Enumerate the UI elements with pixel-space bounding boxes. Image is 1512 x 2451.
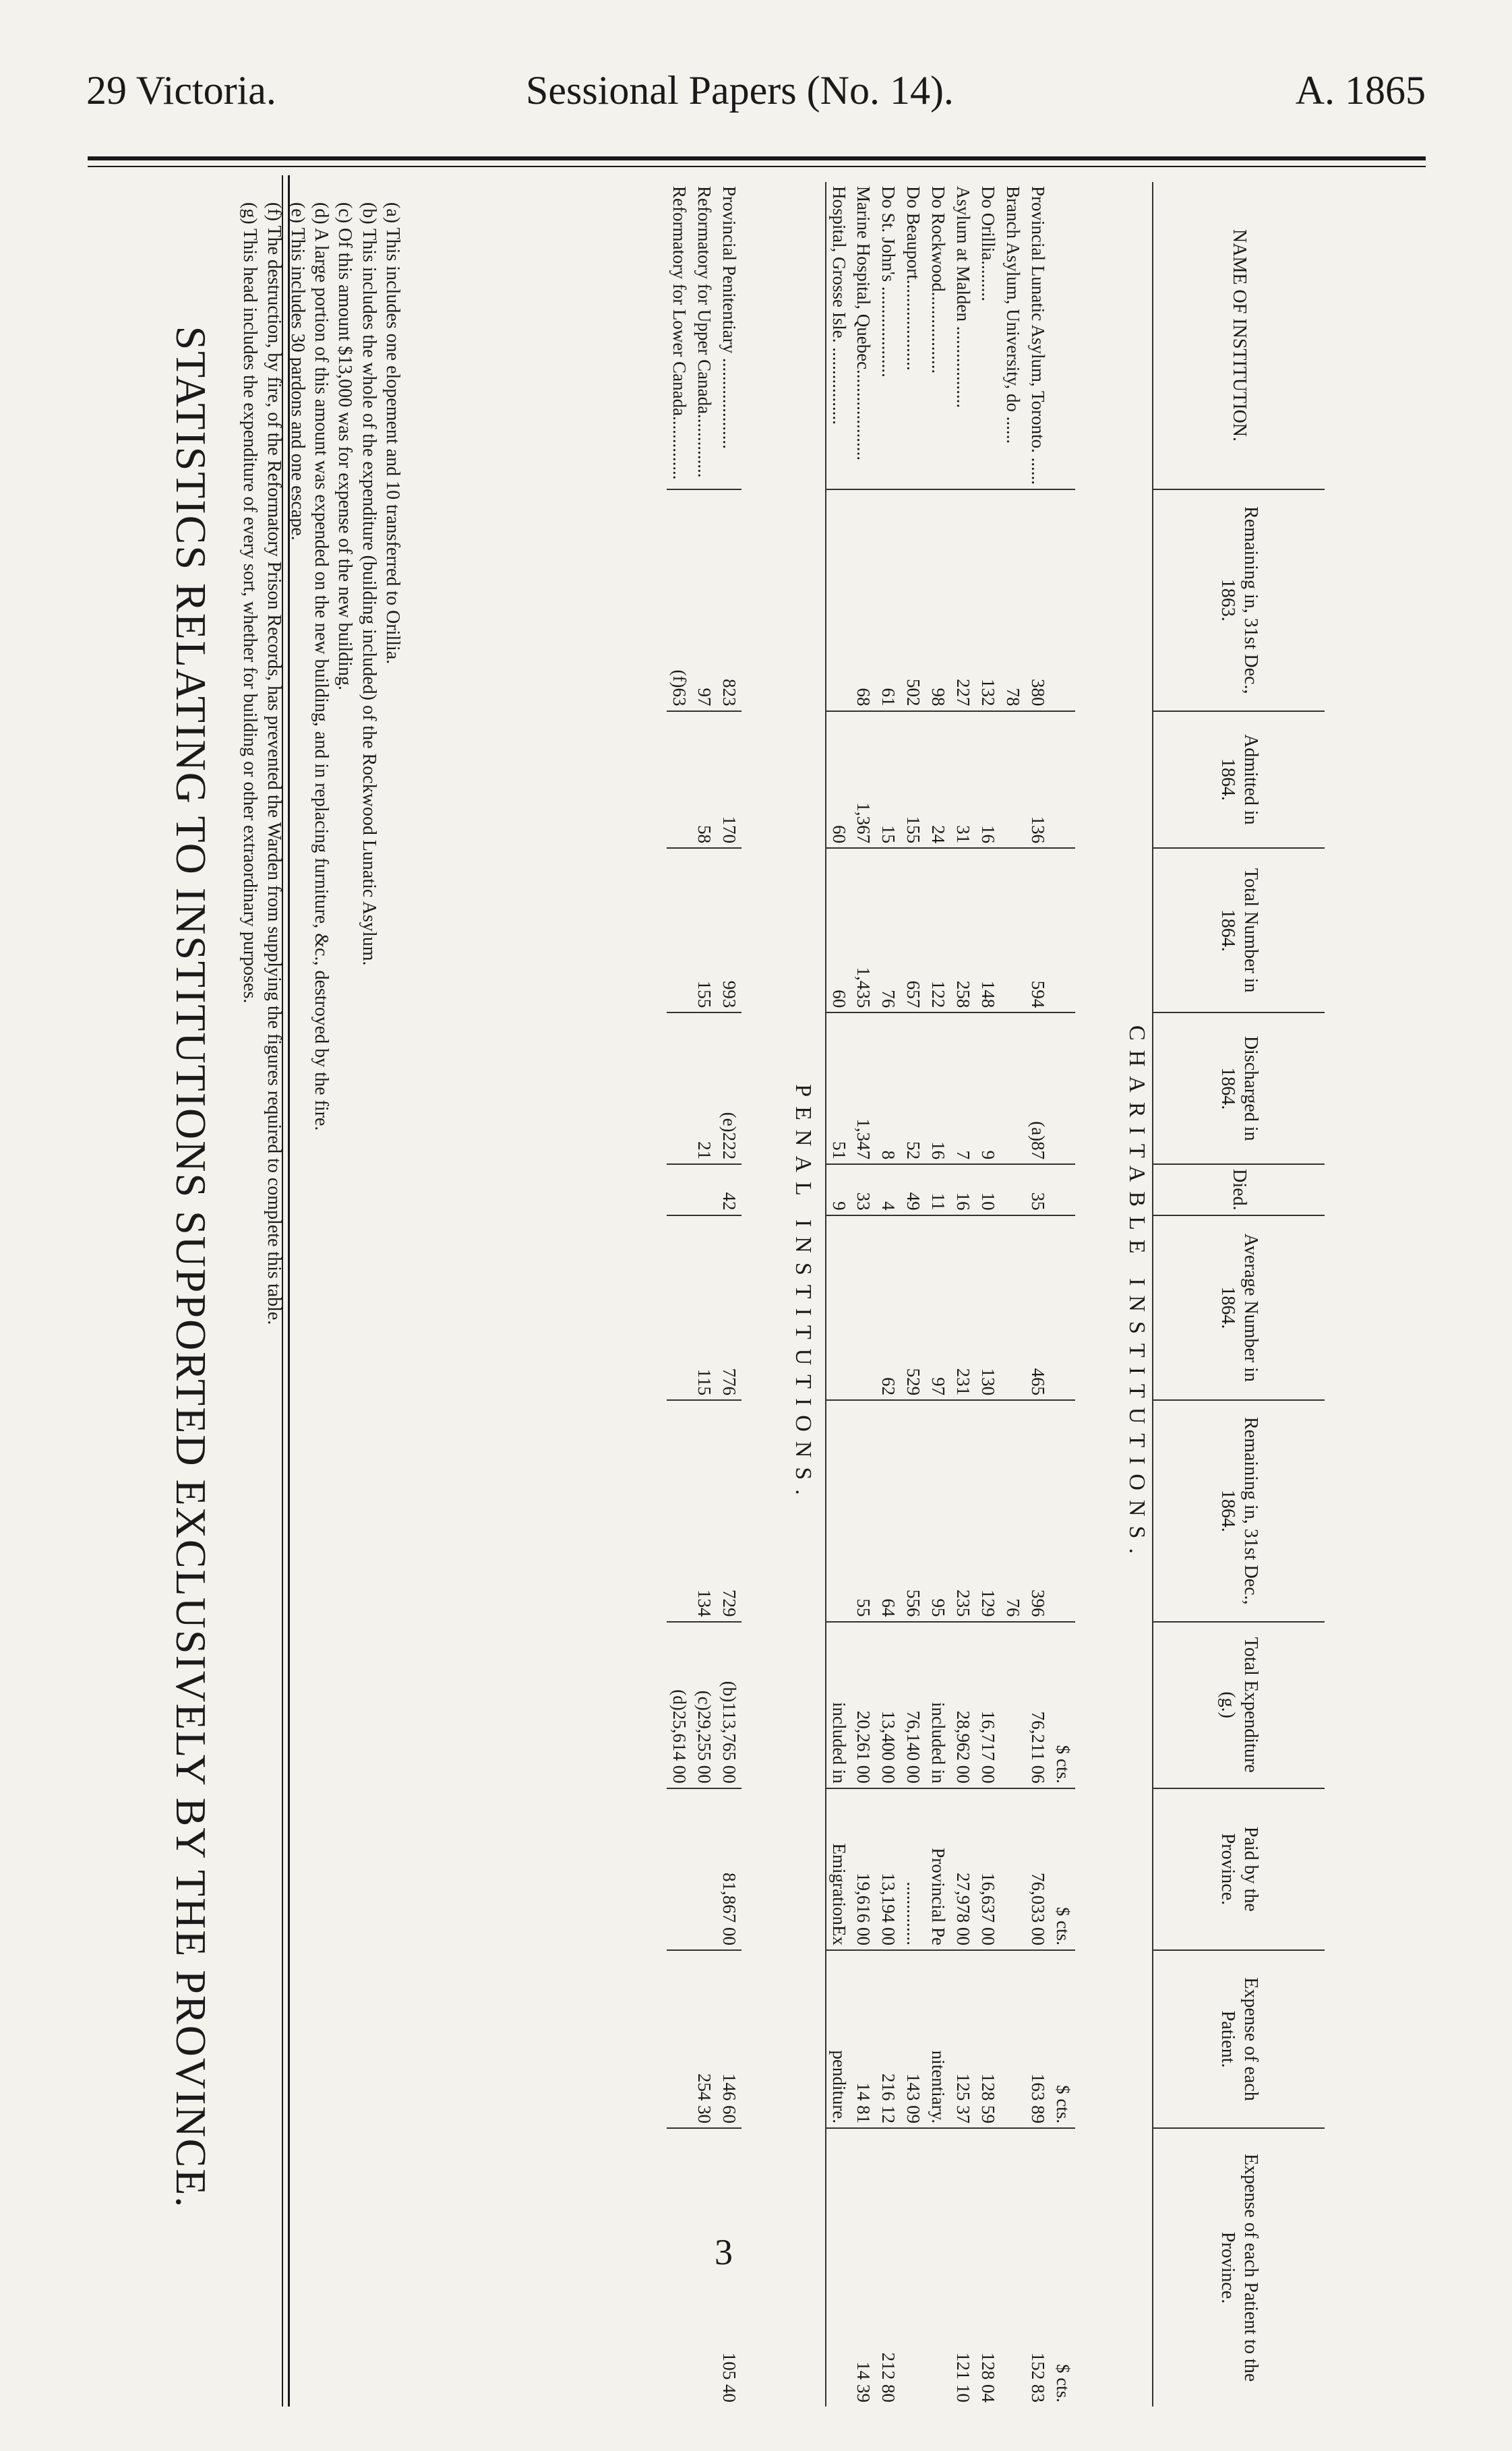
table-cell: 8 xyxy=(876,1012,901,1164)
unit-cell: $ cts. xyxy=(1050,1788,1075,1950)
table-cell: 95 xyxy=(926,1400,950,1621)
institution-name: Provincial Penitentiary .................... xyxy=(719,186,739,449)
table-cell: 24 xyxy=(926,711,950,849)
table-cell: 55 xyxy=(851,1400,876,1621)
table-cell xyxy=(667,711,692,849)
unit-cell xyxy=(1050,1164,1075,1215)
table-cell: penditure. xyxy=(826,1950,851,2128)
table-cell: 16 xyxy=(926,1012,950,1164)
table-row xyxy=(826,182,851,2407)
table-cell: (e)222 xyxy=(717,1012,742,1164)
table-cell: (c)29,255 00 xyxy=(692,1622,717,1788)
table-cell xyxy=(692,1164,717,1215)
table-cell: 258 xyxy=(950,848,975,1012)
table-cell: 49 xyxy=(901,1164,926,1215)
footnotes xyxy=(238,202,404,2400)
table-cell xyxy=(692,1788,717,1950)
table-cell: 97 xyxy=(926,1215,950,1401)
section-heading-row xyxy=(742,182,818,2407)
unit-cell xyxy=(1050,1400,1075,1621)
table-cell xyxy=(1000,1950,1025,2128)
institution-name: Provincial Lunatic Asylum, Toronto. ...... xyxy=(1028,186,1049,485)
section-separator xyxy=(818,182,826,2407)
institution-name: Branch Asylum, University, do ...... xyxy=(1003,186,1024,444)
table-row xyxy=(901,182,926,2407)
column-header: Paid by the Province. xyxy=(1153,1788,1325,1950)
institution-name: Marine Hospital, Quebec.................... xyxy=(853,186,874,461)
footnote: (f) The destruction, by fire, of the Reformatory Prison Records, has prevented the Warden from supplying the figures required to complete this table. xyxy=(263,202,284,1325)
table-cell: Provincial Pe xyxy=(926,1788,950,1950)
institution-name: Hospital, Grosse Isle. ................. xyxy=(828,186,849,425)
table-cell: 155 xyxy=(901,711,926,849)
table-cell: 61 xyxy=(876,489,901,710)
table-cell: 16,717 00 xyxy=(975,1622,1000,1788)
footnote: (b) This includes the whole of the expenditure (building included) of the Rockwood Lunatic Asylum. xyxy=(358,202,380,966)
unit-cell xyxy=(1050,1012,1075,1164)
table-cell: 128 04 xyxy=(975,2128,1000,2407)
table-cell xyxy=(667,1164,692,1215)
institution-name: Do Orillia......... xyxy=(978,186,999,301)
column-header: Expense of each Patient. xyxy=(1153,1950,1325,2128)
table-cell: 993 xyxy=(717,848,742,1012)
table-cell: 62 xyxy=(876,1215,901,1401)
section-heading: CHARITABLE INSTITUTIONS. xyxy=(1124,1025,1149,1563)
table-cell: 21 xyxy=(692,1012,717,1164)
table-cell: 380 xyxy=(1025,489,1050,710)
table-cell: 9 xyxy=(826,1164,851,1215)
column-header-row xyxy=(1153,182,1325,2407)
table-cell: 68 xyxy=(851,489,876,710)
table-cell: 254 30 xyxy=(692,1950,717,2128)
table-row xyxy=(692,182,717,2407)
statistics-table-body xyxy=(667,182,1153,2407)
table-cell xyxy=(667,1950,692,2128)
table-row xyxy=(1025,182,1050,2407)
table-cell: nitentiary. xyxy=(926,1950,950,2128)
table-cell: 4 xyxy=(876,1164,901,1215)
table-cell: 13,194 00 xyxy=(876,1788,901,1950)
footnote: (d) A large portion of this amount was expended on the new building, and in replacing furniture, &c., destroyed by the fire. xyxy=(311,202,332,1131)
table-cell: 148 xyxy=(975,848,1000,1012)
table-row xyxy=(717,182,742,2407)
unit-cell xyxy=(1050,1215,1075,1401)
table-cell: 16,637 00 xyxy=(975,1788,1000,1950)
table-cell xyxy=(901,2128,926,2407)
table-cell: (f)63 xyxy=(667,489,692,710)
table-cell: 64 xyxy=(876,1400,901,1621)
table-cell: 15 xyxy=(876,711,901,849)
table-cell: 76,211 06 xyxy=(1025,1622,1050,1788)
column-header: Discharged in 1864. xyxy=(1153,1012,1325,1164)
institution-name: Do St. John's .................... xyxy=(878,186,899,377)
table-cell xyxy=(667,1012,692,1164)
section-heading: PENAL INSTITUTIONS. xyxy=(790,1084,816,1505)
table-cell: 231 xyxy=(950,1215,975,1401)
table-cell: 76 xyxy=(1000,1400,1025,1621)
table-cell: 105 40 xyxy=(717,2128,742,2407)
table-cell: 136 xyxy=(1025,711,1050,849)
column-header: Remaining in, 31st Dec., 1863. xyxy=(1153,489,1325,710)
table-cell: 52 xyxy=(901,1012,926,1164)
unit-cell: $ cts. xyxy=(1050,1950,1075,2128)
table-row xyxy=(667,182,692,2407)
table-cell: 7 xyxy=(950,1012,975,1164)
table-cell: 132 xyxy=(975,489,1000,710)
table-cell xyxy=(1000,1622,1025,1788)
table-cell: 146 60 xyxy=(717,1950,742,2128)
table-cell: 556 xyxy=(901,1400,926,1621)
table-cell: 163 89 xyxy=(1025,1950,1050,2128)
table-cell: 594 xyxy=(1025,848,1050,1012)
table-cell: 125 37 xyxy=(950,1950,975,2128)
table-row xyxy=(950,182,975,2407)
table-cell: 122 xyxy=(926,848,950,1012)
table-cell: 396 xyxy=(1025,1400,1050,1621)
table-row xyxy=(1000,182,1025,2407)
table-cell: 10 xyxy=(975,1164,1000,1215)
statistics-table xyxy=(667,182,1325,2407)
table-cell: (d)25,614 00 xyxy=(667,1622,692,1788)
table-cell: 129 xyxy=(975,1400,1000,1621)
table-cell xyxy=(1000,1164,1025,1215)
table-cell: 28,962 00 xyxy=(950,1622,975,1788)
table-cell: 76,140 00 xyxy=(901,1622,926,1788)
header-rule-thin xyxy=(88,166,1426,167)
footnote: (e) This includes 30 pardons and one escape. xyxy=(286,202,308,541)
institution-name: Do Beauport.................... xyxy=(903,186,924,371)
table-cell: 502 xyxy=(901,489,926,710)
table-cell: 20,261 00 xyxy=(851,1622,876,1788)
table-cell: (a)87 xyxy=(1025,1012,1050,1164)
column-header: Admitted in 1864. xyxy=(1153,711,1325,849)
table-cell: included in xyxy=(926,1622,950,1788)
table-cell: 35 xyxy=(1025,1164,1050,1215)
table-cell xyxy=(1000,711,1025,849)
table-cell: 9 xyxy=(975,1012,1000,1164)
table-row xyxy=(926,182,950,2407)
table-cell: 130 xyxy=(975,1215,1000,1401)
table-cell: 465 xyxy=(1025,1215,1050,1401)
table-cell: 115 xyxy=(692,1215,717,1401)
column-header: Total Number in 1864. xyxy=(1153,848,1325,1012)
table-cell: 16 xyxy=(950,1164,975,1215)
units-row xyxy=(1050,182,1075,2407)
table-cell: included in xyxy=(826,1622,851,1788)
table-cell: 97 xyxy=(692,489,717,710)
table-cell: 1,367 xyxy=(851,711,876,849)
table-row xyxy=(851,182,876,2407)
table-row xyxy=(876,182,901,2407)
unit-cell: $ cts. xyxy=(1050,2128,1075,2407)
table-cell: 212 80 xyxy=(876,2128,901,2407)
table-cell: 729 xyxy=(717,1400,742,1621)
table-cell xyxy=(826,2128,851,2407)
column-header: Remaining in, 31st Dec., 1864. xyxy=(1153,1400,1325,1621)
table-cell: 42 xyxy=(717,1164,742,1215)
column-header: Died. xyxy=(1153,1164,1325,1215)
institution-name: Reformatory for Upper Canada.............. xyxy=(694,186,715,478)
column-header: Expense of each Patient to the Province. xyxy=(1153,2128,1325,2407)
table-cell: 1,347 xyxy=(851,1012,876,1164)
table-cell xyxy=(1000,1215,1025,1401)
table-cell: 216 12 xyxy=(876,1950,901,2128)
table-cell: 776 xyxy=(717,1215,742,1401)
table-cell: 51 xyxy=(826,1012,851,1164)
table-cell xyxy=(1000,1788,1025,1950)
table-cell: 78 xyxy=(1000,489,1025,710)
section-heading-row xyxy=(1075,182,1153,2407)
table-cell xyxy=(692,2128,717,2407)
table-cell xyxy=(1000,848,1025,1012)
header-paper-title: Sessional Papers (No. 14). xyxy=(526,68,954,113)
institution-name: Do Rockwood.................. xyxy=(928,186,949,374)
table-cell: 823 xyxy=(717,489,742,710)
column-header: Total Expenditure (g.) xyxy=(1153,1622,1325,1788)
table-cell xyxy=(926,2128,950,2407)
table-cell: .............. xyxy=(901,1788,926,1950)
table-cell xyxy=(826,1215,851,1401)
institution-name: Asylum at Malden .................. xyxy=(953,186,974,408)
page-number: 3 xyxy=(715,2232,733,2272)
rotated-table-region xyxy=(108,175,1429,2413)
footnote: (g) This head includes the expenditure of every sort, whether for building or other extraordinary purposes. xyxy=(239,202,261,1004)
table-cell xyxy=(1000,2128,1025,2407)
table-cell xyxy=(1000,1012,1025,1164)
table-cell: 14 81 xyxy=(851,1950,876,2128)
table-cell: 33 xyxy=(851,1164,876,1215)
table-cell: 657 xyxy=(901,848,926,1012)
table-cell: 227 xyxy=(950,489,975,710)
table-cell: 529 xyxy=(901,1215,926,1401)
footnote: (a) This includes one elopement and 10 transferred to Orillia. xyxy=(382,202,403,665)
unit-cell xyxy=(1050,182,1075,489)
table-cell: 128 59 xyxy=(975,1950,1000,2128)
table-title: STATISTICS RELATING TO INSTITUTIONS SUPPORTED EXCLUSIVELY BY THE PROVINCE. xyxy=(167,326,215,2209)
institution-name: Reformatory for Lower Canada.............. xyxy=(669,186,690,480)
table-cell: 19,616 00 xyxy=(851,1788,876,1950)
header-year: A. 1865 xyxy=(1295,68,1426,113)
table-cell: 60 xyxy=(826,711,851,849)
table-cell xyxy=(826,489,851,710)
header-rule xyxy=(88,156,1426,160)
table-cell: 13,400 00 xyxy=(876,1622,901,1788)
column-header: Average Number in 1864. xyxy=(1153,1215,1325,1401)
unit-cell xyxy=(1050,489,1075,710)
table-cell xyxy=(826,1400,851,1621)
table-cell: 60 xyxy=(826,848,851,1012)
table-cell: 16 xyxy=(975,711,1000,849)
table-cell: 76,033 00 xyxy=(1025,1788,1050,1950)
unit-cell xyxy=(1050,848,1075,1012)
unit-cell xyxy=(1050,711,1075,849)
unit-cell: $ cts. xyxy=(1050,1622,1075,1788)
table-cell xyxy=(667,1400,692,1621)
table-cell: 76 xyxy=(876,848,901,1012)
table-cell: 81,867 00 xyxy=(717,1788,742,1950)
table-cell: 134 xyxy=(692,1400,717,1621)
table-cell: 155 xyxy=(692,848,717,1012)
table-cell: 11 xyxy=(926,1164,950,1215)
table-cell xyxy=(667,1788,692,1950)
table-cell: 1,435 xyxy=(851,848,876,1012)
footnote: (c) Of this amount $13,000 was for expense of the new building. xyxy=(334,202,356,690)
table-cell: 235 xyxy=(950,1400,975,1621)
table-cell: (b)113,765 00 xyxy=(717,1622,742,1788)
table-cell xyxy=(667,848,692,1012)
table-row xyxy=(975,182,1000,2407)
table-cell: 143 09 xyxy=(901,1950,926,2128)
table-cell: 152 83 xyxy=(1025,2128,1050,2407)
table-cell: 98 xyxy=(926,489,950,710)
table-cell: 121 10 xyxy=(950,2128,975,2407)
table-cell: 170 xyxy=(717,711,742,849)
header-session: 29 Victoria. xyxy=(86,68,276,113)
table-cell: 31 xyxy=(950,711,975,849)
table-cell: 58 xyxy=(692,711,717,849)
table-cell: 27,978 00 xyxy=(950,1788,975,1950)
table-cell xyxy=(667,2128,692,2407)
table-cell: EmigrationEx xyxy=(826,1788,851,1950)
table-cell: 14 39 xyxy=(851,2128,876,2407)
table-cell xyxy=(667,1215,692,1401)
column-header: NAME OF INSTITUTION. xyxy=(1153,182,1325,489)
table-cell xyxy=(851,1215,876,1401)
